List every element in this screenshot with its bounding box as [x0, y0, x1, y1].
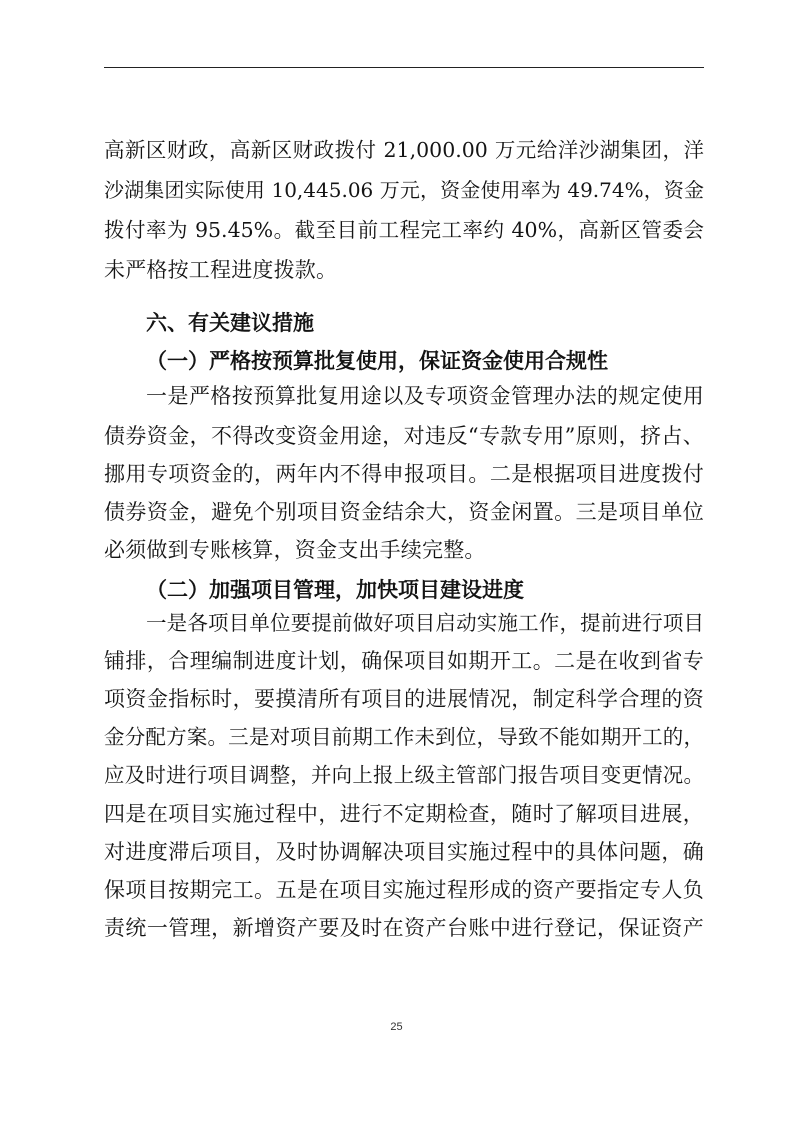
body-line: 债券资金，避免个别项目资金结余大，资金闲置。三是项目单位 — [104, 500, 704, 524]
body-line: 保项目按期完工。五是在项目实施过程形成的资产要指定专人负 — [104, 878, 704, 902]
header-rule — [104, 67, 704, 68]
body-line: 一是严格按预算批复用途以及专项资金管理办法的规定使用 — [146, 384, 704, 408]
body-line: 沙湖集团实际使用 10,445.06 万元，资金使用率为 49.74%，资金 — [104, 178, 704, 202]
body-line: 挪用专项资金的，两年内不得申报项目。二是根据项目进度拨付 — [104, 462, 704, 486]
body-line: 必须做到专账核算，资金支出手续完整。 — [104, 538, 486, 562]
section-heading: 六、有关建议措施 — [146, 310, 314, 335]
subsection-heading: （二）加强项目管理，加快项目建设进度 — [146, 577, 524, 602]
body-line: 责统一管理，新增资产要及时在资产台账中进行登记，保证资产 — [104, 916, 704, 940]
body-line: 应及时进行项目调整，并向上报上级主管部门报告项目变更情况。 — [104, 763, 704, 787]
subsection-heading: （一）严格按预算批复使用，保证资金使用合规性 — [146, 348, 608, 373]
body-line: 对进度滞后项目，及时协调解决项目实施过程中的具体问题，确 — [104, 840, 704, 864]
body-line: 高新区财政，高新区财政拨付 21,000.00 万元给洋沙湖集团，洋 — [104, 138, 704, 162]
body-line: 项资金指标时，要摸清所有项目的进展情况，制定科学合理的资 — [104, 687, 704, 711]
body-line: 债券资金，不得改变资金用途，对违反“专款专用”原则，挤占、 — [104, 424, 704, 448]
body-line: 金分配方案。三是对项目前期工作未到位，导致不能如期开工的， — [104, 725, 704, 749]
body-line: 一是各项目单位要提前做好项目启动实施工作，提前进行项目 — [146, 611, 704, 635]
page-number: 25 — [390, 1021, 403, 1033]
body-line: 拨付率为 95.45%。截至目前工程完工率约 40%，高新区管委会 — [104, 218, 704, 242]
body-line: 四是在项目实施过程中，进行不定期检查，随时了解项目进展， — [104, 802, 704, 826]
body-line: 铺排，合理编制进度计划，确保项目如期开工。二是在收到省专 — [104, 649, 704, 673]
body-line: 未严格按工程进度拨款。 — [104, 258, 338, 282]
